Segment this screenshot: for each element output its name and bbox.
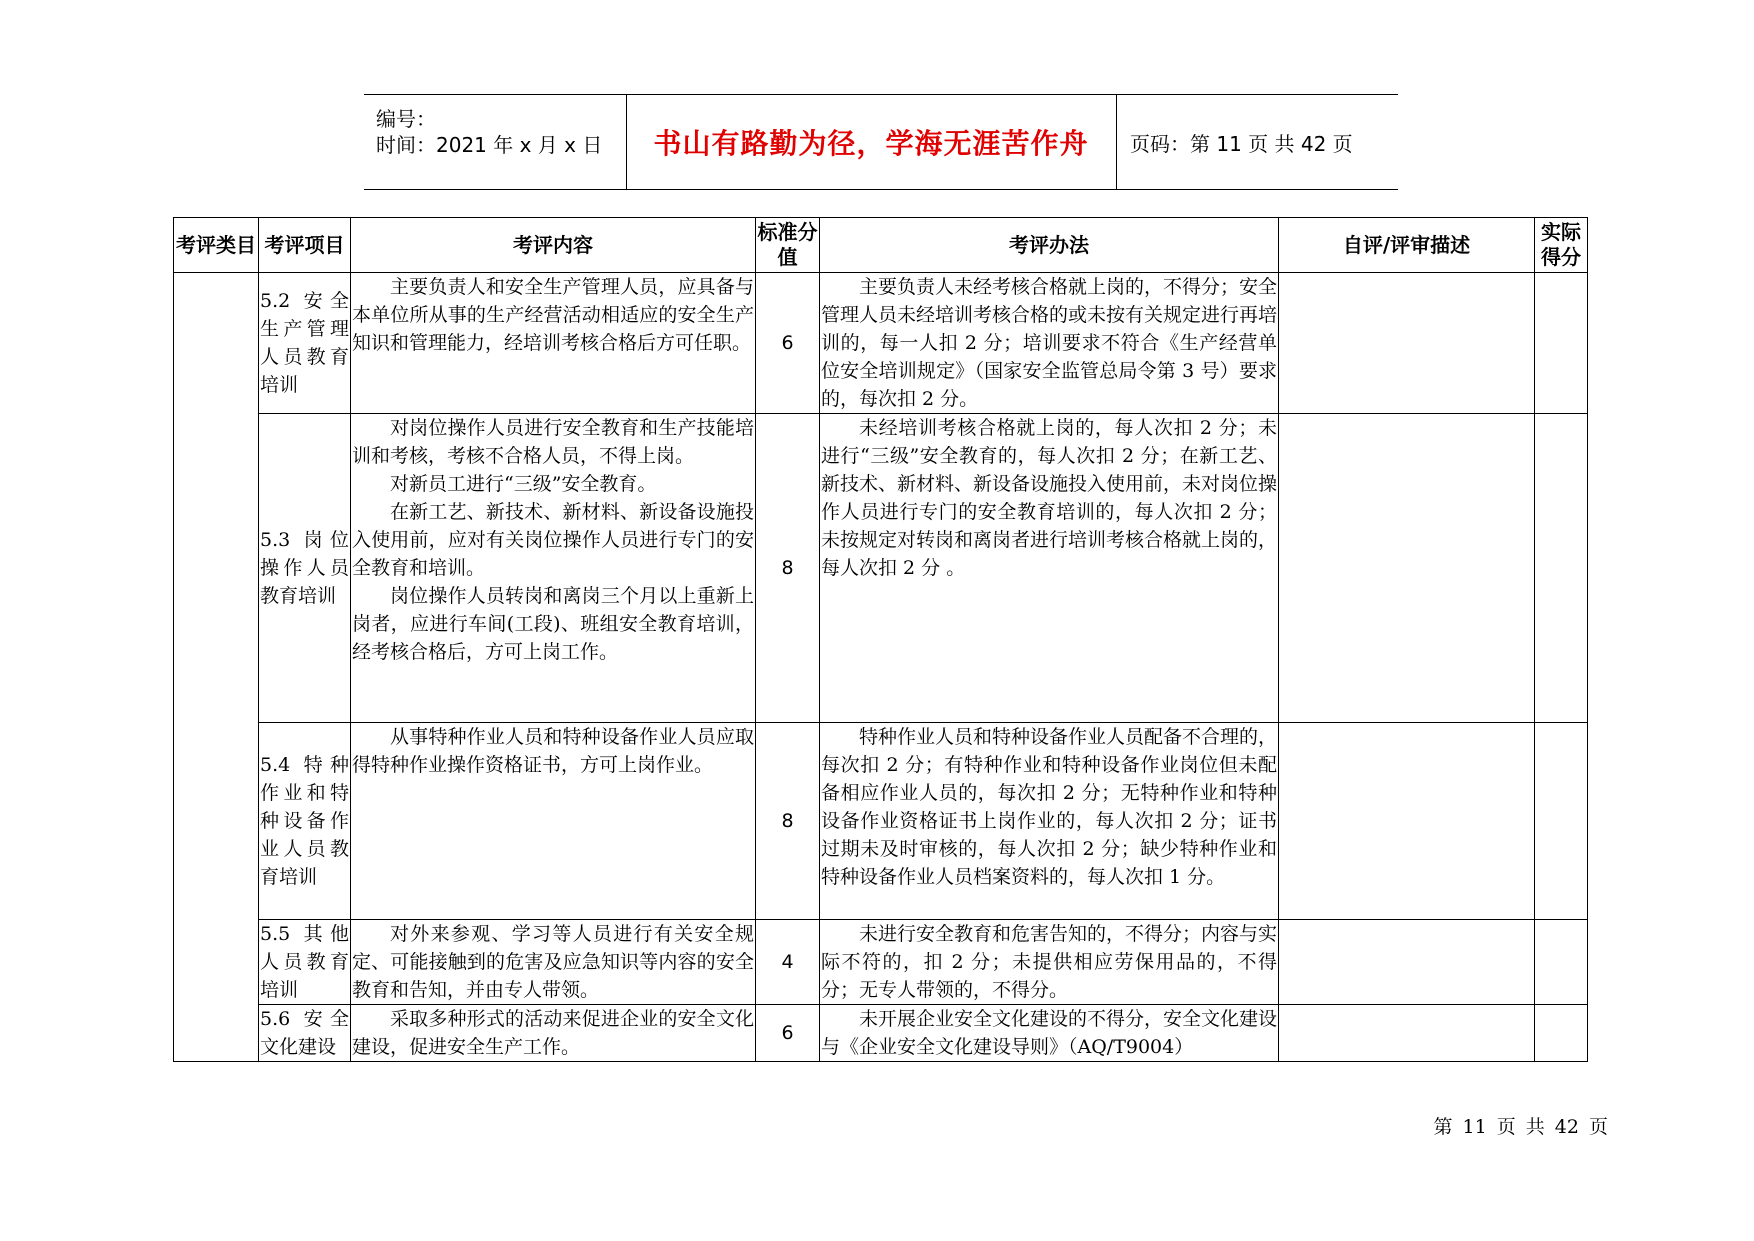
method-cell: [820, 723, 1279, 920]
method-paragraph: 主要负责人未经考核合格就上岗的，不得分；安全管理人员未经培训考核合格的或未按有关规定进行再培训的，每一人扣 2 分；培训要求不符合《生产经营单位安全培训规定》（国家安全监管总局令第 3 号）要求的，每次扣 2 分。: [821, 276, 1278, 410]
standard-score-cell: 8: [756, 414, 820, 723]
self-evaluation-cell[interactable]: [1279, 1005, 1535, 1062]
content-paragraph: 在新工艺、新技术、新材料、新设备设施投入使用前，应对有关岗位操作人员进行专门的安全教育和培训。: [352, 501, 754, 579]
method-cell: [820, 414, 1279, 723]
content-cell: [351, 723, 756, 920]
page-header: [364, 94, 1398, 190]
column-header-method: 考评办法: [820, 218, 1279, 273]
header-motto: 书山有路勤为径，学海无涯苦作舟: [653, 127, 1089, 160]
standard-score-cell: 4: [756, 920, 820, 1005]
table-row: [174, 1005, 1588, 1062]
method-cell: [820, 273, 1279, 414]
evaluation-table: [173, 217, 1588, 1062]
content-paragraph: 岗位操作人员转岗和离岗三个月以上重新上岗者，应进行车间(工段)、班组安全教育培训，经考核合格后，方可上岗工作。: [352, 585, 754, 663]
standard-score-cell: 6: [756, 273, 820, 414]
page-footer-number: 第 11 页 共 42 页: [1433, 1116, 1608, 1138]
method-cell: [820, 920, 1279, 1005]
item-cell: 5.3 岗位操作人员教育培训: [259, 414, 351, 723]
self-evaluation-cell[interactable]: [1279, 920, 1535, 1005]
standard-score-cell: 6: [756, 1005, 820, 1062]
table-header-row: [174, 218, 1588, 273]
item-cell: 5.2 安全生产管理人员教育培训: [259, 273, 351, 414]
column-header-item: 考评项目: [259, 218, 351, 273]
content-paragraph: 对岗位操作人员进行安全教育和生产技能培训和考核，考核不合格人员，不得上岗。: [352, 417, 754, 467]
content-cell: [351, 920, 756, 1005]
document-date-label: 时间：2021 年 x 月 x 日: [376, 133, 603, 157]
column-header-self-evaluation: 自评/评审描述: [1279, 218, 1535, 273]
document-number-label: 编号：: [376, 107, 436, 131]
column-header-actual-score: 实际得分: [1535, 218, 1588, 273]
actual-score-cell[interactable]: [1535, 1005, 1588, 1062]
method-paragraph: 未开展企业安全文化建设的不得分，安全文化建设与《企业安全文化建设导则》（AQ/T9004）: [821, 1008, 1278, 1058]
header-info-cell: [364, 95, 627, 189]
item-cell: 5.6 安全文化建设: [259, 1005, 351, 1062]
method-paragraph: 未经培训考核合格就上岗的，每人次扣 2 分；未进行“三级”安全教育的，每人次扣 2 分；在新工艺、新技术、新材料、新设备设施投入使用前，未对岗位操作人员进行专门的安全教育培训的，每人次扣 2 分；未按规定对转岗和离岗者进行培训考核合格就上岗的，每人次扣 2 分 。: [821, 417, 1278, 579]
column-header-category: 考评类目: [174, 218, 259, 273]
actual-score-cell[interactable]: [1535, 414, 1588, 723]
standard-score-cell: 8: [756, 723, 820, 920]
content-paragraph: 对新员工进行“三级”安全教育。: [390, 473, 657, 495]
column-header-standard-score: 标准分值: [756, 218, 820, 273]
content-paragraph: 对外来参观、学习等人员进行有关安全规定、可能接触到的危害及应急知识等内容的安全教育和告知，并由专人带领。: [352, 923, 754, 1001]
method-paragraph: 特种作业人员和特种设备作业人员配备不合理的，每次扣 2 分；有特种作业和特种设备作业岗位但未配备相应作业人员的，每次扣 2 分；无特种作业和特种设备作业资格证书上岗作业的，每人次扣 2 分；证书过期未及时审核的，每人次扣 2 分；缺少特种作业和特种设备作业人员档案资料的，每人次扣 1 分。: [821, 726, 1278, 888]
self-evaluation-cell[interactable]: [1279, 414, 1535, 723]
table-row: [174, 920, 1588, 1005]
content-paragraph: 主要负责人和安全生产管理人员，应具备与本单位所从事的生产经营活动相适应的安全生产知识和管理能力，经培训考核合格后方可任职。: [352, 276, 754, 354]
actual-score-cell[interactable]: [1535, 723, 1588, 920]
content-cell: [351, 414, 756, 723]
table-row: [174, 414, 1588, 723]
actual-score-cell[interactable]: [1535, 273, 1588, 414]
header-page-code: 页码：第 11 页 共 42 页: [1130, 131, 1353, 156]
content-cell: [351, 1005, 756, 1062]
item-cell: 5.5 其他人员教育培训: [259, 920, 351, 1005]
method-paragraph: 未进行安全教育和危害告知的，不得分；内容与实际不符的，扣 2 分；未提供相应劳保用品的，不得分；无专人带领的，不得分。: [821, 923, 1278, 1001]
self-evaluation-cell[interactable]: [1279, 273, 1535, 414]
self-evaluation-cell[interactable]: [1279, 723, 1535, 920]
method-cell: [820, 1005, 1279, 1062]
actual-score-cell[interactable]: [1535, 920, 1588, 1005]
category-cell: [174, 273, 259, 1062]
column-header-content: 考评内容: [351, 218, 756, 273]
table-row: [174, 723, 1588, 920]
content-paragraph: 采取多种形式的活动来促进企业的安全文化建设，促进安全生产工作。: [352, 1008, 754, 1058]
table-row: [174, 273, 1588, 414]
content-cell: [351, 273, 756, 414]
header-page-code-cell: [1116, 95, 1398, 189]
content-paragraph: 从事特种作业人员和特种设备作业人员应取得特种作业操作资格证书，方可上岗作业。: [352, 726, 754, 776]
item-cell: 5.4 特种作业和特种设备作业人员教育培训: [259, 723, 351, 920]
header-motto-cell: [626, 95, 1117, 189]
